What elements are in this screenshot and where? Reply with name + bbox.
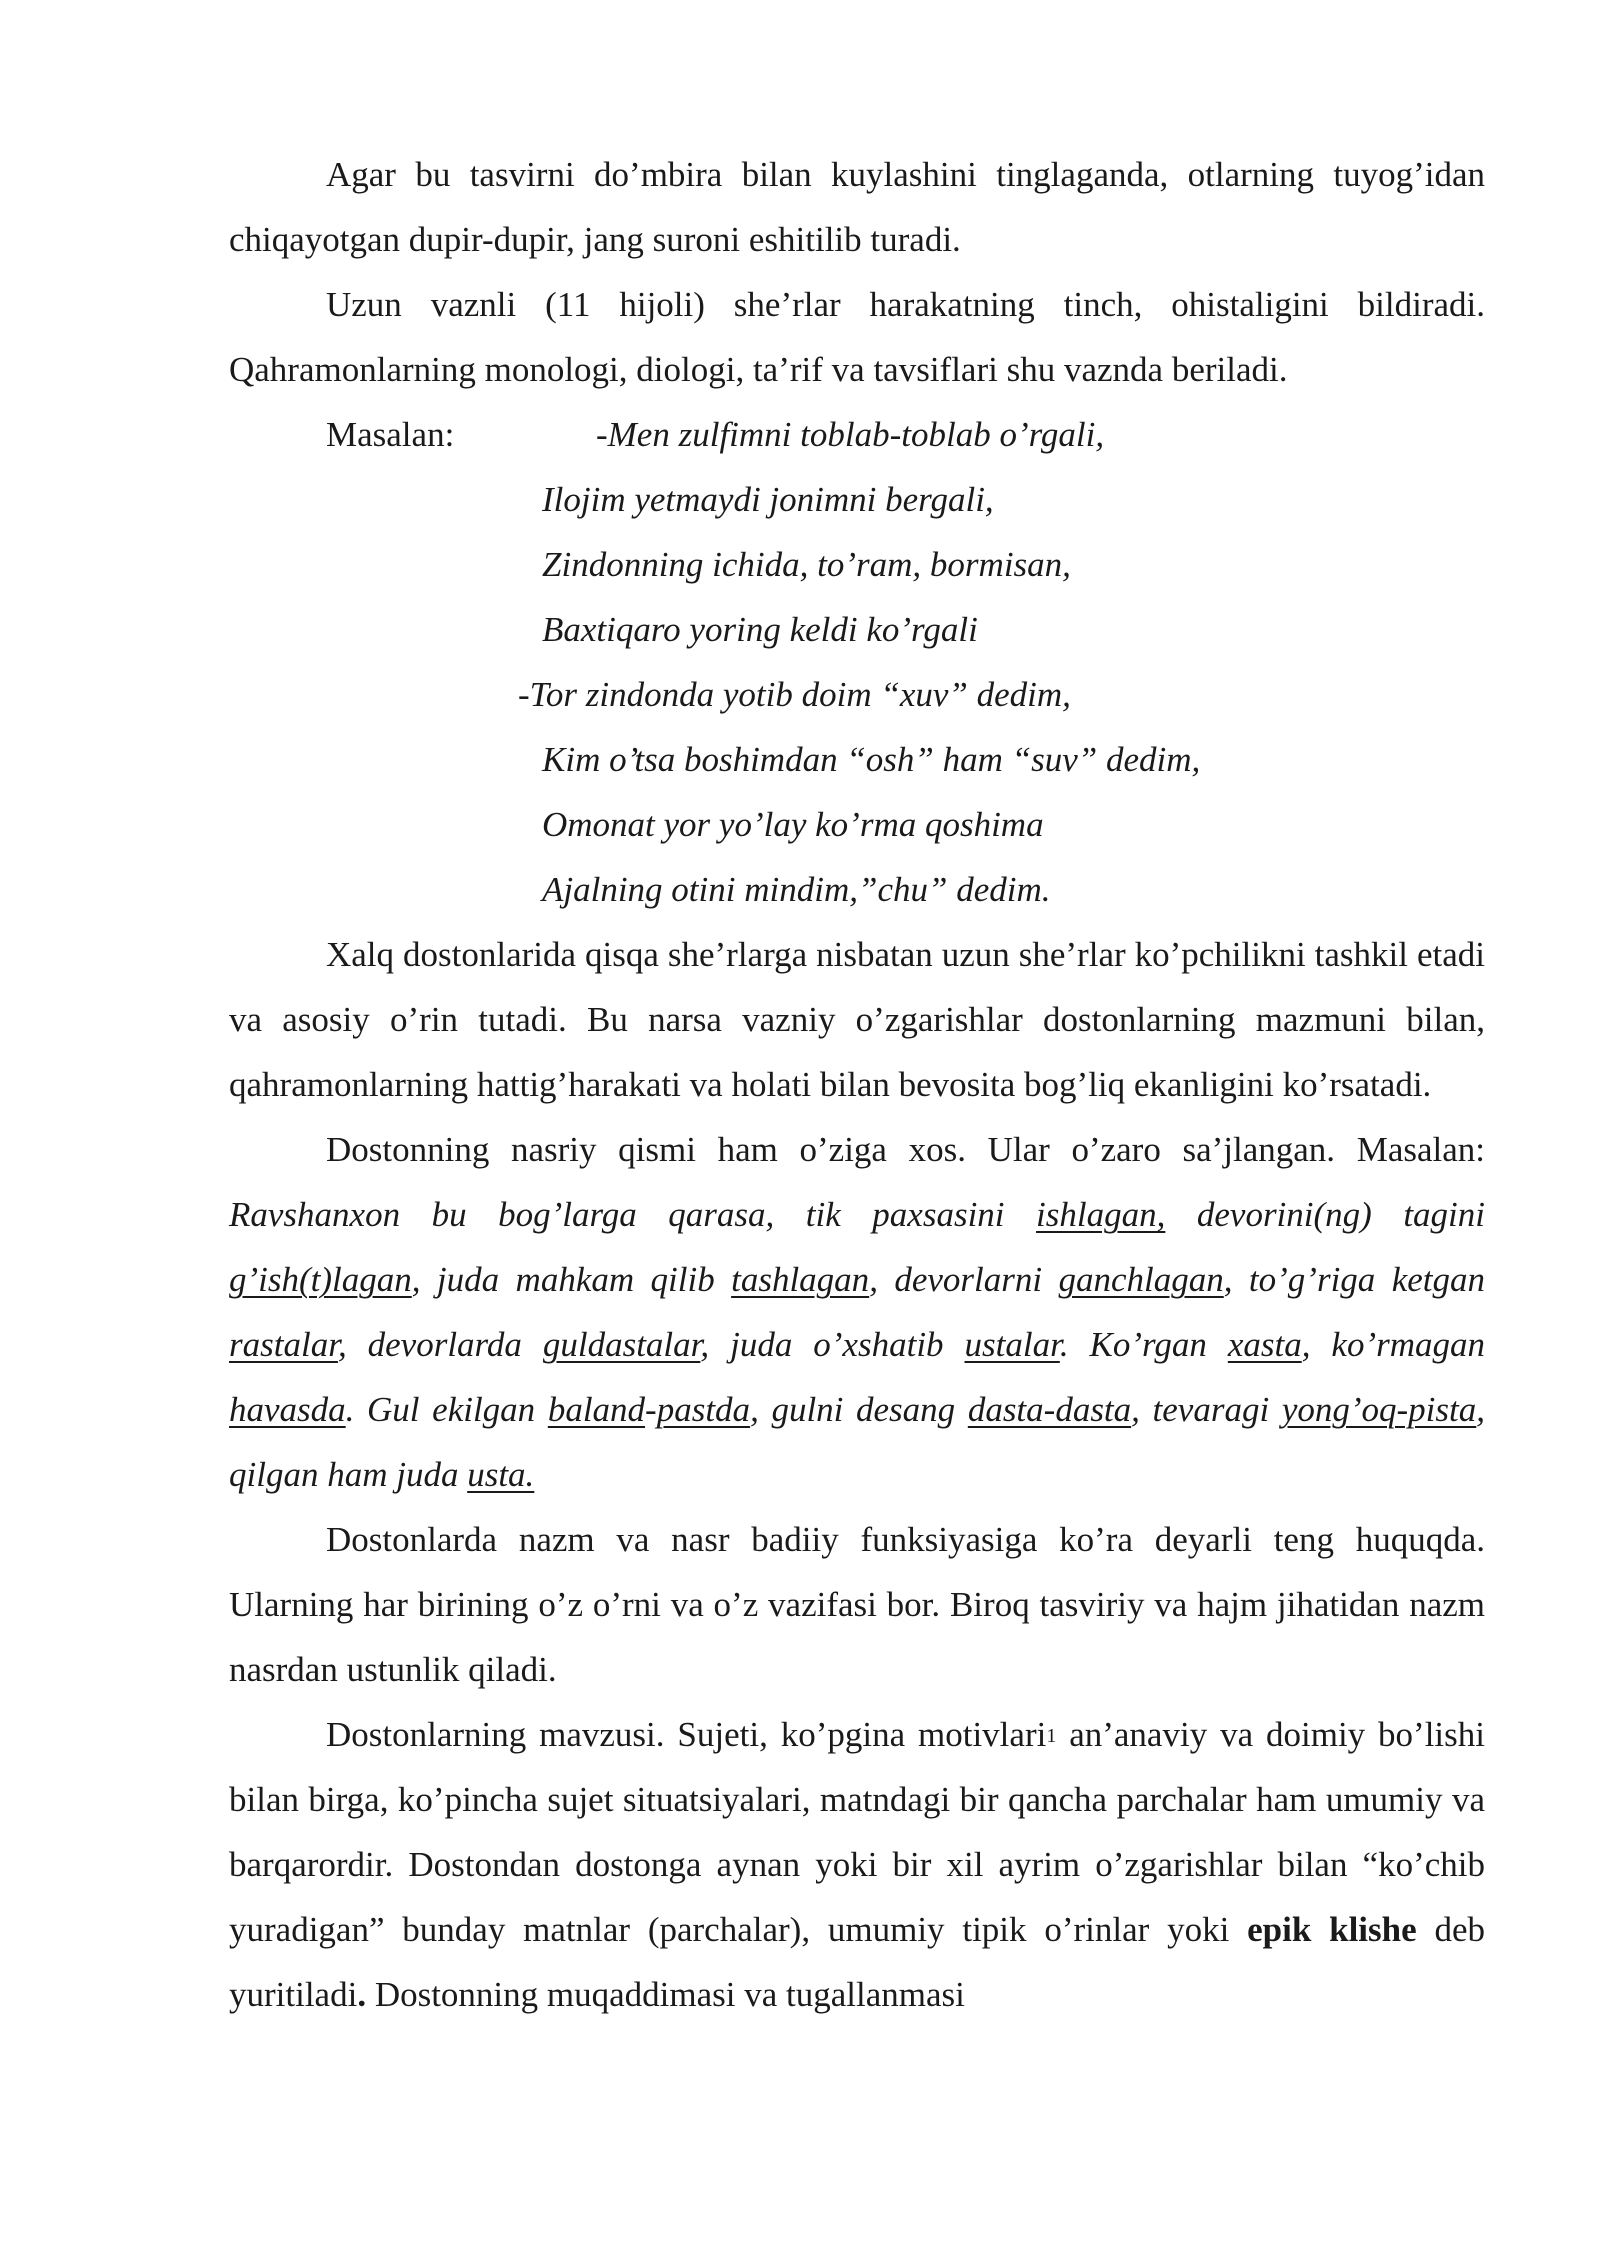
poem-row-2 — [229, 467, 1485, 532]
p4-intro: Dostonning nasriy qismi ham o’ziga xos. Ular o’zaro sa’jlangan. Masalan: — [326, 1130, 1485, 1169]
poem-row-3 — [229, 532, 1485, 597]
prose-text: , ko’rmagan — [1301, 1325, 1485, 1364]
poem-row-5 — [229, 662, 1485, 727]
prose-text: devorini(ng) tagini — [1165, 1195, 1485, 1234]
p6-text: deb yuritiladi — [229, 1910, 1485, 2014]
poem-row-8 — [229, 857, 1485, 922]
poem-row-1 — [229, 402, 1485, 467]
poem-line: Baxtiqaro yoring keldi ko’rgali — [542, 610, 978, 649]
prose-text: , gulni desang — [750, 1390, 968, 1429]
prose-text: , devorlarda — [337, 1325, 543, 1364]
paragraph-1: Agar bu tasvirni do’mbira bilan kuylashini tinglaganda, otlarning tuyog’idan chiqayotgan dupir-dupir, jang suroni eshitilib turadi. — [229, 155, 1485, 259]
rhyme-word: ustalar — [964, 1325, 1060, 1364]
prose-text: . Gul ekilgan — [345, 1390, 548, 1429]
p6-text: Dostonlarning mavzusi. Sujeti, ko’pgina motivlari — [326, 1715, 1047, 1754]
rhyme-word: dasta-dasta — [967, 1390, 1132, 1429]
rhyme-word: rastalar — [229, 1325, 338, 1364]
prose-example — [229, 1195, 1485, 1494]
p6-text: Dostonning muqaddimasi va tugallanmasi — [366, 1975, 965, 2014]
poem-line: Omonat yor yo’lay ko’rma qoshima — [542, 805, 1044, 844]
prose-text: , devorlarni — [869, 1260, 1059, 1299]
rhyme-word: guldastalar — [542, 1325, 701, 1364]
poem-label: Masalan: — [326, 415, 455, 454]
footnote-ref[interactable]: 1 — [1046, 1725, 1057, 1747]
poem-line: Kim o’tsa boshimdan “osh” ham “suv” dedim, — [542, 740, 1201, 779]
paragraph-2: Uzun vaznli (11 hijoli) she’rlar harakatning tinch, ohistaligini bildiradi. Qahramonlarning monologi, diologi, ta’rif va tavsiflari shu vaznda beriladi. — [229, 285, 1485, 389]
prose-text: , juda o’xshatib — [700, 1325, 965, 1364]
prose-text: , juda mahkam qilib — [411, 1260, 732, 1299]
prose-text: - — [645, 1390, 657, 1429]
paragraph-6 — [229, 1702, 1485, 2027]
rhyme-word: g’ish(t)lagan — [229, 1260, 412, 1299]
poem-row-7 — [229, 792, 1485, 857]
rhyme-word: ishlagan, — [1036, 1195, 1166, 1234]
p6-text: an’anaviy va doimiy bo’lishi bilan birga, ko’pincha sujet situatsiyalari, matndagi bir qancha parchalar ham umumiy va barqarordir. Dostondan dostonga aynan yoki bir xil ayrim o’zgarishlar bilan “ko’chib yuradigan” bunday matnlar (parchalar), umumiy tipik o’rinlar yoki — [229, 1715, 1485, 1949]
poem-line: -Tor zindonda yotib doim “xuv” dedim, — [518, 675, 1071, 714]
rhyme-word: tashlagan — [731, 1260, 870, 1299]
prose-text: Ravshanxon bu bog’larga qarasa, tik paxsasini — [229, 1195, 1037, 1234]
rhyme-word: ganchlagan — [1058, 1260, 1224, 1299]
poem-row-6 — [229, 727, 1485, 792]
bold-term: epik klishe — [1247, 1910, 1417, 1949]
rhyme-word: havasda — [229, 1390, 346, 1429]
bold-period: . — [357, 1975, 367, 2014]
poem-line: -Men zulfimni toblab-toblab o’rgali, — [596, 415, 1105, 454]
rhyme-word: usta. — [467, 1455, 535, 1494]
paragraph-3: Xalq dostonlarida qisqa she’rlarga nisbatan uzun she’rlar ko’pchilikni tashkil etadi va asosiy o’rin tutadi. Bu narsa vazniy o’zgarishlar dostonlarning mazmuni bilan, qahramonlarning hattig’harakati va holati bilan bevosita bog’liq ekanligini ko’rsatadi. — [229, 935, 1485, 1104]
paragraph-5: Dostonlarda nazm va nasr badiiy funksiyasiga ko’ra deyarli teng huquqda. Ularning har birining o’z o’rni va o’z vazifasi bor. Biroq tasviriy va hajm jihatidan nazm nasrdan ustunlik qiladi. — [229, 1520, 1485, 1689]
poem-line: Zindonning ichida, to’ram, bormisan, — [542, 545, 1071, 584]
prose-text: , tevaragi — [1131, 1390, 1282, 1429]
rhyme-word: pastda — [656, 1390, 751, 1429]
rhyme-word: baland — [547, 1390, 646, 1429]
prose-text: . Ko’rgan — [1059, 1325, 1228, 1364]
rhyme-word: xasta — [1227, 1325, 1302, 1364]
poem-row-4 — [229, 597, 1485, 662]
prose-text: , qilgan ham juda — [229, 1390, 1485, 1494]
poem-block — [229, 402, 1485, 922]
document-page — [229, 142, 1485, 2027]
rhyme-word: yong’oq-pista — [1281, 1390, 1477, 1429]
poem-line: Ilojim yetmaydi jonimni bergali, — [542, 480, 994, 519]
poem-line: Ajalning otini mindim,”chu” dedim. — [542, 870, 1051, 909]
prose-text: , to’g’riga ketgan — [1223, 1260, 1485, 1299]
paragraph-4 — [229, 1117, 1485, 1507]
